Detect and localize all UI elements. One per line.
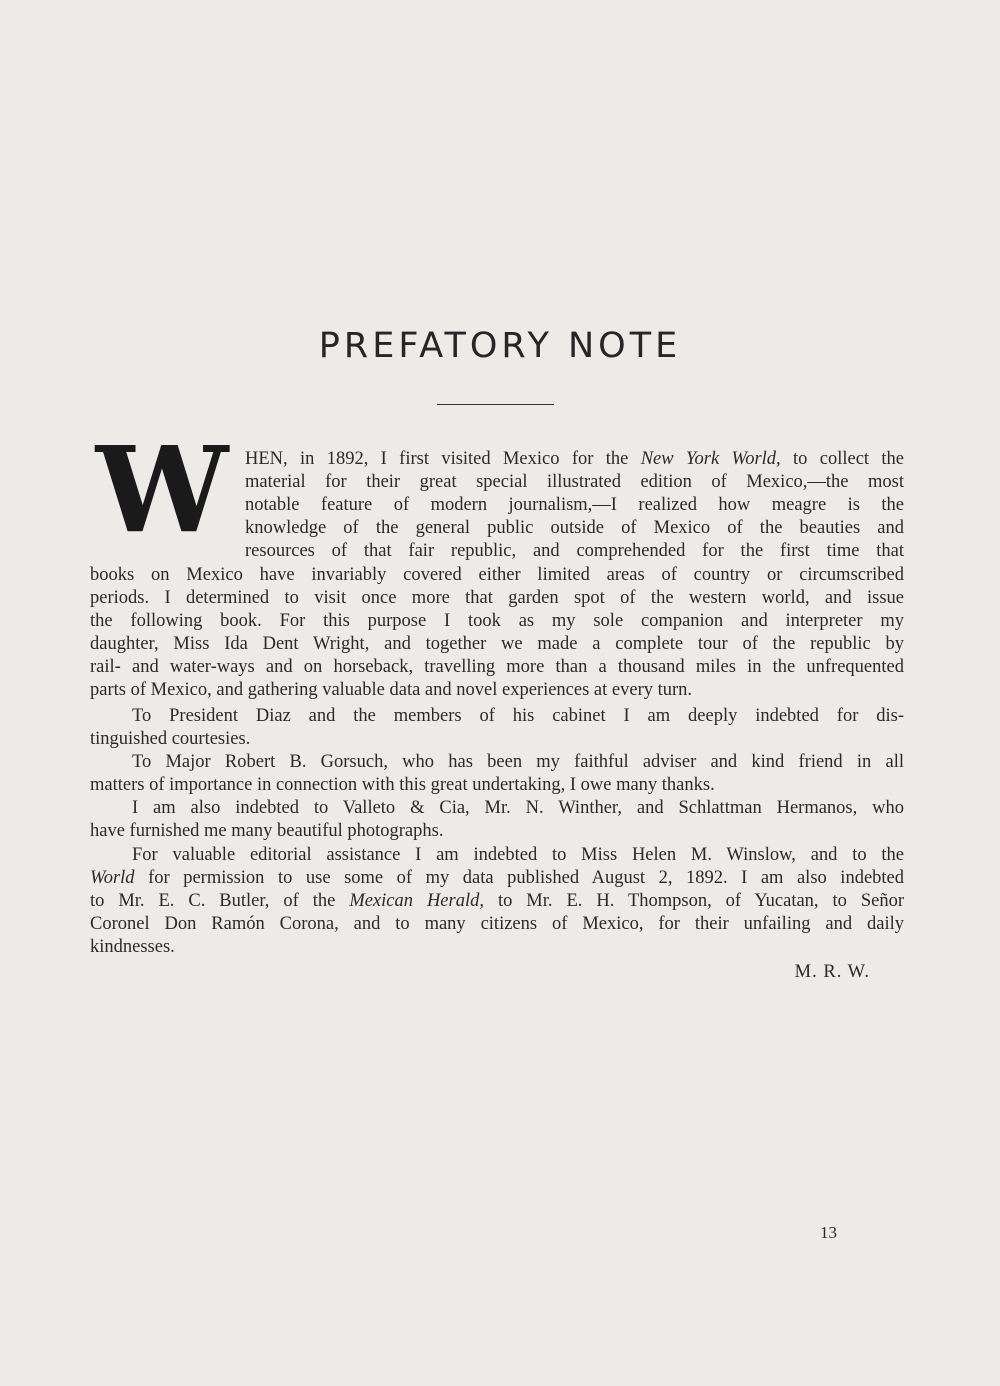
text-line: I am also indebted to Valleto & Cia, Mr. N. Winther, and Schlattman Hermanos, who [132,798,904,818]
page-title: PREFATORY NOTE [318,326,682,366]
page-number: 13 [820,1223,837,1242]
signature-initials: M. R. W. [794,962,870,982]
text-line: matters of importance in connection with this great undertaking, I owe many thanks. [90,775,715,795]
text-line: have furnished me many beautiful photographs. [90,821,444,841]
text-line: daughter, Miss Ida Dent Wright, and together we made a complete tour of the republic by [90,634,904,654]
title-divider [437,404,554,405]
text-line: material for their great special illustrated edition of Mexico,—the most [245,472,904,492]
text-line: tinguished courtesies. [90,729,251,749]
text-line: World for permission to use some of my data published August 2, 1892. I am also indebted [90,868,905,888]
text-line: knowledge of the general public outside of Mexico of the beauties and [245,518,904,538]
text-line: To Major Robert B. Gorsuch, who has been my faithful adviser and kind friend in all [132,752,904,772]
text-line: rail- and water-ways and on horseback, travelling more than a thousand miles in the unfrequented [90,657,904,677]
text-line: parts of Mexico, and gathering valuable data and novel experiences at every turn. [90,680,693,700]
text-line: notable feature of modern journalism,—I realized how meagre is the [245,495,904,515]
text-line: to Mr. E. C. Butler, of the Mexican Herald, to Mr. E. H. Thompson, of Yucatan, to Señor [90,891,904,911]
text-line: HEN, in 1892, I first visited Mexico for the New York World, to collect the [245,449,905,469]
text-line: To President Diaz and the members of his cabinet I am deeply indebted for dis- [132,706,904,726]
text-line: periods. I determined to visit once more that garden spot of the western world, and issue [90,588,904,608]
text-line: the following book. For this purpose I took as my sole companion and interpreter my [90,611,904,631]
decorative-drop-cap: W [95,420,229,559]
text-line: resources of that fair republic, and comprehended for the first time that [245,541,904,561]
text-line: For valuable editorial assistance I am indebted to Miss Helen M. Winslow, and to the [132,845,904,865]
text-line: books on Mexico have invariably covered either limited areas of country or circumscribed [90,565,904,585]
text-line: Coronel Don Ramón Corona, and to many citizens of Mexico, for their unfailing and daily [90,914,904,934]
text-line: kindnesses. [90,937,175,957]
